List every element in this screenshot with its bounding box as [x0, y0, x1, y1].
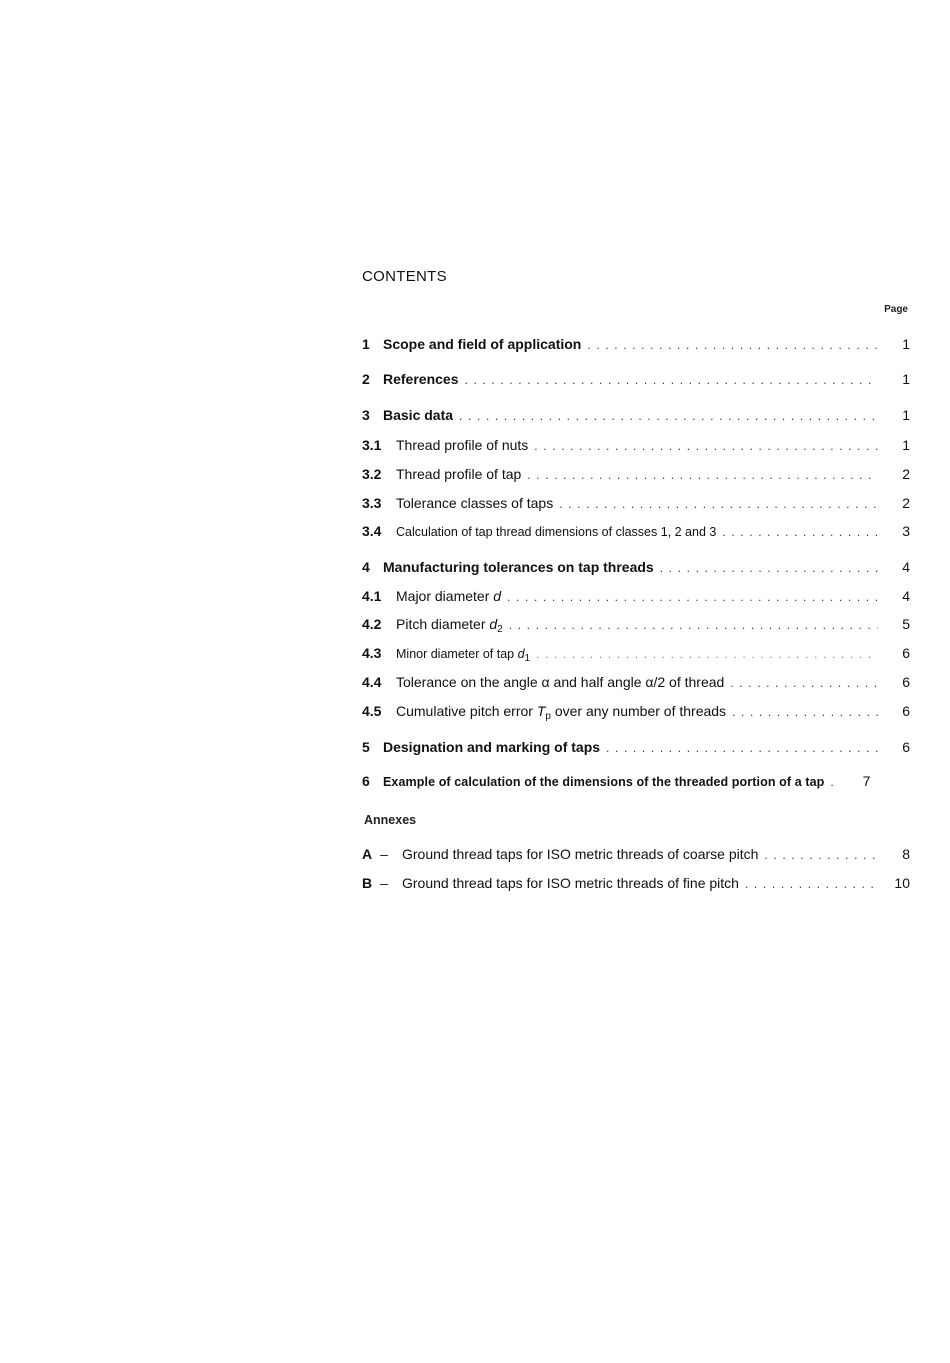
entry-number: 4.1: [362, 588, 382, 604]
entry-page: 6: [902, 703, 910, 719]
toc-entry-3-1[interactable]: [362, 437, 910, 457]
dot-leader: [830, 775, 838, 789]
annex-entry-b[interactable]: [362, 875, 910, 895]
entry-label: [396, 703, 726, 722]
dot-leader: [764, 848, 878, 862]
entry-page: 3: [902, 523, 910, 539]
symbol-d: d: [489, 616, 498, 632]
entry-page: 5: [902, 616, 910, 632]
dot-leader: [587, 338, 878, 352]
entry-label: [396, 588, 501, 604]
dot-leader: [536, 647, 878, 661]
entry-label: [396, 616, 503, 635]
annexes-heading: Annexes: [364, 813, 417, 827]
entry-label: Scope and field of application: [383, 336, 582, 352]
entry-page: 2: [902, 466, 910, 482]
entry-number: 2: [362, 371, 370, 387]
entry-page: 1: [902, 371, 910, 387]
entry-number: 4.4: [362, 674, 382, 690]
entry-page: 6: [902, 739, 910, 755]
toc-entry-4-5[interactable]: [362, 703, 910, 723]
symbol-d: d: [493, 588, 502, 604]
toc-entry-5[interactable]: [362, 739, 910, 759]
symbol-subscript: 2: [497, 624, 503, 635]
toc-entry-3-4[interactable]: [362, 523, 910, 543]
entry-number: 6: [362, 773, 370, 789]
annex-letter-text: A: [362, 846, 373, 862]
dot-leader: [745, 877, 878, 891]
dot-leader: [660, 561, 878, 575]
entry-number: 3: [362, 407, 370, 423]
toc-entry-4-4[interactable]: [362, 674, 910, 694]
dot-leader: [722, 525, 878, 539]
entry-number: 1: [362, 336, 370, 352]
symbol-d: d: [517, 647, 525, 661]
annex-label: Ground thread taps for ISO metric threads of fine pitch: [402, 875, 739, 891]
entry-number: 4.2: [362, 616, 382, 632]
annex-entry-a[interactable]: [362, 846, 910, 866]
entry-number: 5: [362, 739, 370, 755]
annex-letter: [362, 846, 402, 862]
entry-label: Calculation of tap thread dimensions of classes 1, 2 and 3: [396, 525, 717, 539]
entry-label: Tolerance classes of taps: [396, 495, 554, 511]
toc-entry-4-2[interactable]: [362, 616, 910, 636]
entry-label: References: [383, 371, 459, 387]
page-title: CONTENTS: [362, 268, 447, 285]
symbol-subscript: 1: [524, 653, 531, 664]
toc-entry-4[interactable]: [362, 559, 910, 579]
entry-page: 2: [902, 495, 910, 511]
annex-letter: [362, 875, 402, 891]
dot-leader: [527, 468, 878, 482]
toc-entry-3-3[interactable]: [362, 495, 910, 515]
toc-entry-4-1[interactable]: [362, 588, 910, 608]
entry-number: 3.4: [362, 523, 382, 539]
entry-number: 4.3: [362, 645, 382, 661]
entry-page: 1: [902, 437, 910, 453]
toc-entry-3[interactable]: [362, 407, 910, 427]
toc-entry-1[interactable]: [362, 336, 910, 356]
entry-page: 1: [902, 407, 910, 423]
entry-number: 3.1: [362, 437, 382, 453]
toc-entry-4-3[interactable]: [362, 645, 910, 665]
entry-label: Tolerance on the angle α and half angle α/2 of thread: [396, 674, 725, 690]
entry-label: Basic data: [383, 407, 454, 423]
entry-label-text: Pitch diameter: [396, 616, 486, 632]
dot-leader: [465, 373, 879, 387]
annex-page: 8: [902, 846, 910, 862]
entry-label-text: Cumulative pitch error: [396, 703, 533, 719]
entry-label-text: Major diameter: [396, 588, 490, 604]
entry-number: 3.3: [362, 495, 382, 511]
annex-page: 10: [894, 875, 910, 891]
annex-label: Ground thread taps for ISO metric threads of coarse pitch: [402, 846, 759, 862]
entry-page: 1: [902, 336, 910, 352]
annex-dash: –: [380, 846, 388, 862]
symbol-subscript: p: [545, 711, 551, 722]
dot-leader: [509, 618, 878, 632]
dot-leader: [606, 741, 878, 755]
page-column-label: Page: [884, 304, 908, 315]
entry-label: Designation and marking of taps: [383, 739, 601, 755]
entry-label: Thread profile of tap: [396, 466, 522, 482]
entry-page: 7: [862, 773, 871, 789]
annex-dash: –: [380, 875, 388, 891]
toc-entry-3-2[interactable]: [362, 466, 910, 486]
symbol-T: T: [536, 703, 546, 719]
dot-leader: [534, 439, 878, 453]
entry-page: 6: [902, 674, 910, 690]
entry-number: 3.2: [362, 466, 382, 482]
dot-leader: [730, 676, 878, 690]
dot-leader: [559, 497, 878, 511]
entry-number: 4.5: [362, 703, 382, 719]
entry-label: Example of calculation of the dimensions of the threaded portion of a tap: [383, 775, 825, 789]
entry-label-text-after: over any number of threads: [554, 703, 727, 719]
annex-letter-text: B: [362, 875, 373, 891]
toc-entry-6[interactable]: [362, 773, 910, 793]
entry-label: [396, 647, 530, 664]
entry-label: Manufacturing tolerances on tap threads: [383, 559, 654, 575]
entry-number: 4: [362, 559, 370, 575]
entry-page: 6: [902, 645, 910, 661]
entry-page: 4: [902, 559, 910, 575]
toc-entry-2[interactable]: [362, 371, 910, 391]
entry-label: Thread profile of nuts: [396, 437, 529, 453]
entry-page: 4: [902, 588, 910, 604]
dot-leader: [732, 705, 878, 719]
dot-leader: [507, 590, 878, 604]
dot-leader: [459, 409, 878, 423]
entry-label-text: Minor diameter of tap: [396, 647, 515, 661]
